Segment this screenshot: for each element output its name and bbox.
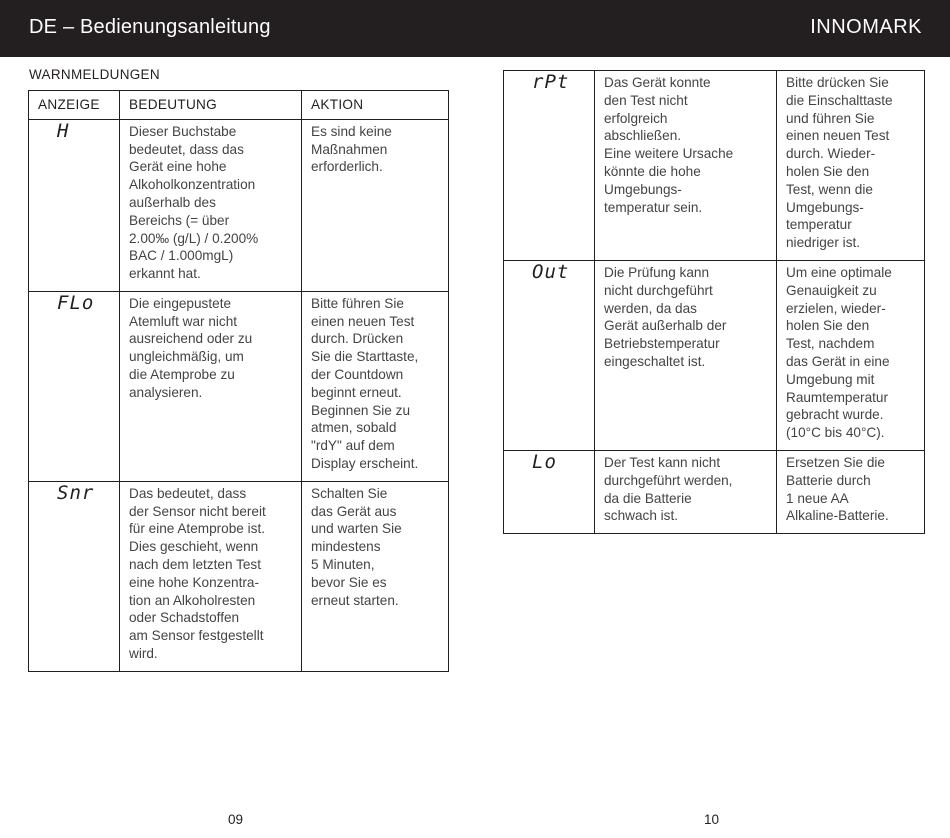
action-text: Ersetzen Sie die Batterie durch 1 neue AA Alkaline-Batterie. — [786, 455, 889, 524]
column-header-display: ANZEIGE — [29, 91, 120, 120]
header-bar — [0, 0, 950, 57]
column-header-action: AKTION — [302, 91, 449, 120]
table-header-row — [29, 91, 449, 120]
action-cell — [302, 119, 449, 291]
action-text: Bitte führen Sie einen neuen Test durch. Drücken Sie die Starttaste, der Countdown beginnt erneut. Beginnen Sie zu atmen, sobald "rdY" auf dem Display erscheint. — [311, 295, 419, 471]
table-row — [504, 261, 925, 451]
column-header-meaning: BEDEUTUNG — [120, 91, 302, 120]
meaning-cell — [120, 291, 302, 481]
action-text: Schalten Sie das Gerät aus und warten Sie mindestens 5 Minuten, bevor Sie es erneut starten. — [311, 485, 402, 608]
display-code: Lo — [504, 451, 595, 534]
table-row — [29, 119, 449, 291]
action-cell — [302, 481, 449, 671]
display-code: Out — [504, 261, 595, 451]
action-cell — [777, 71, 925, 261]
table-row — [29, 291, 449, 481]
warning-table-right — [503, 70, 925, 534]
action-text: Es sind keine Maßnahmen erforderlich. — [311, 123, 392, 175]
table-row — [504, 451, 925, 534]
action-text: Bitte drücken Sie die Einschalttaste und führen Sie einen neuen Test durch. Wieder- holen Sie den Test, wenn die Umgebungs- temperatur niedriger ist. — [786, 75, 893, 251]
meaning-text: Der Test kann nicht durchgeführt werden, da die Batterie schwach ist. — [604, 455, 733, 524]
display-code: rPt — [504, 71, 595, 261]
meaning-text: Dieser Buchstabe bedeutet, dass das Gerät eine hohe Alkoholkonzentration außerhalb des Bereichs (= über 2.00‰ (g/L) / 0.200% BAC / 1.000mgL) erkannt hat. — [129, 123, 259, 282]
action-cell — [777, 451, 925, 534]
meaning-text: Das Gerät konnte den Test nicht erfolgreich abschließen. Eine weitere Ursache könnte die hohe Umgebungs- temperatur sein. — [604, 75, 734, 215]
table-row — [29, 481, 449, 671]
section-title: WARNMELDUNGEN — [29, 67, 160, 82]
meaning-cell — [595, 71, 777, 261]
table-row — [504, 71, 925, 261]
meaning-cell — [595, 261, 777, 451]
display-code: H — [29, 119, 120, 291]
meaning-text: Die eingepustete Atemluft war nicht ausreichend oder zu ungleichmäßig, um die Atemprobe zu analysieren. — [129, 295, 253, 400]
brand-name: INNOMARK — [810, 16, 922, 38]
meaning-text: Die Prüfung kann nicht durchgeführt werden, da das Gerät außerhalb der Betriebstemperatur eingeschaltet ist. — [604, 265, 727, 369]
meaning-text: Das bedeutet, dass der Sensor nicht bereit für eine Atemprobe ist. Dies geschieht, wenn nach dem letzten Test eine hohe Konzentra- tion an Alkoholresten oder Schadstoffen am Sensor festgestellt wird. — [129, 485, 266, 661]
display-code: FLo — [29, 291, 120, 481]
page-number-left: 09 — [228, 812, 244, 827]
display-code: Snr — [29, 481, 120, 671]
meaning-cell — [120, 481, 302, 671]
meaning-cell — [595, 451, 777, 534]
action-text: Um eine optimale Genauigkeit zu erzielen, wieder- holen Sie den Test, nachdem das Gerät in eine Umgebung mit Raumtemperatur gebracht wurde. (10°C bis 40°C). — [786, 265, 892, 441]
action-cell — [302, 291, 449, 481]
meaning-cell — [120, 119, 302, 291]
page-number-right: 10 — [704, 812, 720, 827]
document-title: DE – Bedienungsanleitung — [29, 16, 271, 38]
warning-table-left — [28, 90, 449, 672]
action-cell — [777, 261, 925, 451]
